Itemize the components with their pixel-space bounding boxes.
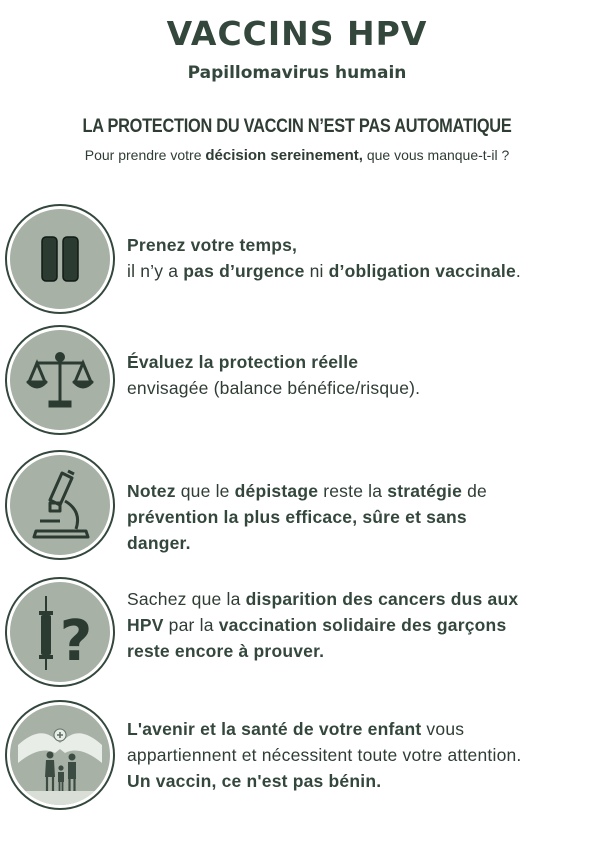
intro-bold: décision sereinement,	[205, 147, 363, 164]
text-segment: que le	[175, 481, 235, 501]
bold-segment: Prenez votre temps,	[127, 235, 298, 255]
advice-line	[127, 375, 577, 401]
text-segment: envisagée (balance bénéfice/risque).	[127, 378, 421, 398]
bold-segment: dépistage	[234, 481, 319, 501]
balance-scale-icon	[10, 330, 110, 430]
svg-text:?: ?	[59, 609, 93, 674]
bold-segment: stratégie	[387, 481, 463, 501]
bold-segment: vaccination solidaire des garçons	[218, 615, 507, 635]
intro-text	[0, 147, 594, 164]
bold-segment: prévention la plus efficace, sûre et sans	[127, 507, 467, 527]
advice-line	[127, 478, 577, 504]
advice-line	[127, 612, 577, 638]
text-segment: appartiennent et nécessitent toute votre attention.	[127, 745, 522, 765]
page-title: VACCINS HPV	[166, 14, 428, 53]
bold-segment: d’obligation vaccinale	[328, 261, 516, 281]
advice-line	[127, 586, 577, 612]
advice-line	[127, 742, 577, 768]
advice-line	[127, 768, 577, 794]
bold-segment: danger.	[127, 533, 191, 553]
syringe-question-icon	[10, 582, 110, 682]
advice-text-1	[127, 232, 577, 284]
advice-text-4	[127, 586, 577, 664]
bold-segment: L'avenir et la santé de votre enfant	[127, 719, 422, 739]
text-segment: reste la	[318, 481, 388, 501]
text-segment: Sachez que la	[127, 589, 246, 609]
advice-text-5	[127, 716, 577, 794]
bold-segment: reste encore à prouver.	[127, 641, 325, 661]
microscope-icon	[10, 455, 110, 555]
advice-line	[127, 638, 577, 664]
text-segment: vous	[421, 719, 465, 739]
family-protection-icon	[10, 705, 110, 805]
page-subtitle: Papillomavirus humain	[187, 63, 407, 83]
advice-text-2	[127, 349, 577, 401]
advice-line	[127, 504, 577, 530]
bold-segment: Un vaccin, ce n'est pas bénin.	[127, 771, 382, 791]
intro-pre: Pour prendre votre	[84, 147, 206, 163]
advice-line	[127, 530, 577, 556]
bold-segment: Évaluez la protection réelle	[127, 352, 359, 372]
text-segment: .	[515, 261, 521, 281]
advice-line	[127, 258, 577, 284]
advice-line	[127, 232, 577, 258]
text-segment: de	[462, 481, 487, 501]
intro-post: que vous manque-t-il ?	[362, 147, 510, 163]
bold-segment: disparition des cancers dus aux	[245, 589, 519, 609]
bold-segment: HPV	[127, 615, 164, 635]
advice-line	[127, 349, 577, 375]
headline: LA PROTECTION DU VACCIN N’EST PAS AUTOMATIQUE	[82, 116, 512, 137]
text-segment: il n’y a	[127, 261, 184, 281]
bold-segment: pas d’urgence	[183, 261, 305, 281]
text-segment: par la	[163, 615, 219, 635]
bold-segment: Notez	[127, 481, 176, 501]
advice-line	[127, 716, 577, 742]
pause-icon	[10, 209, 110, 309]
advice-text-3	[127, 478, 577, 556]
text-segment: ni	[304, 261, 329, 281]
